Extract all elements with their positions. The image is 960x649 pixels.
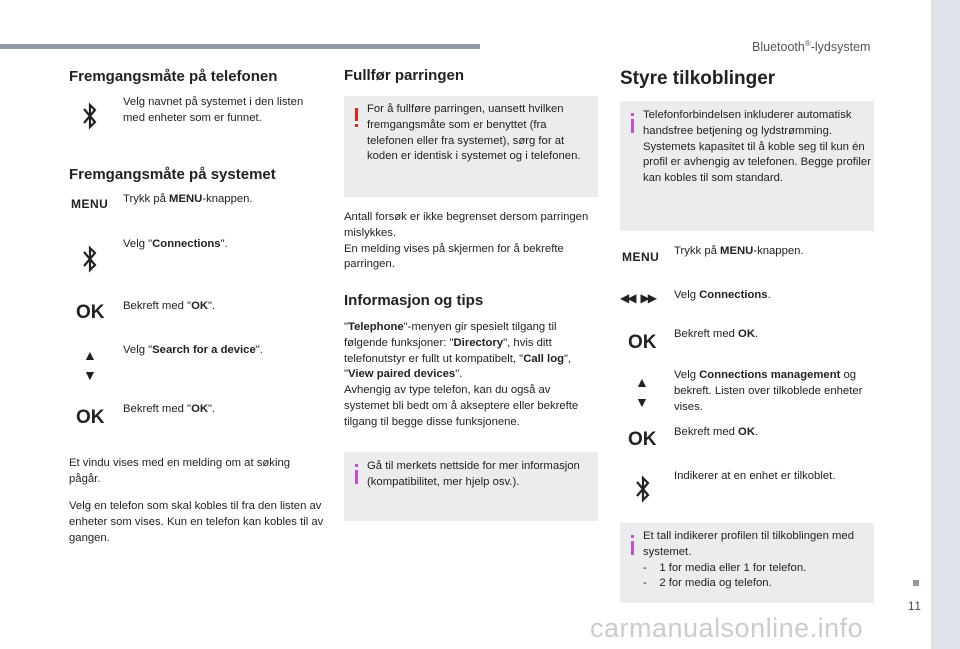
next-icon: ▶▶ <box>640 291 655 305</box>
info-icon <box>355 464 358 484</box>
up-down-icon <box>83 345 97 385</box>
page-side-strip <box>931 0 960 649</box>
ok-icon: OK <box>628 429 657 450</box>
heading-telefon: Fremgangsmåte på telefonen <box>69 68 278 85</box>
info-box-website-text: Gå til merkets nettside for mer informasjon (kompatibilitet, mer hjelp osv.). <box>367 460 580 488</box>
bluetooth-icon <box>82 101 98 131</box>
info-box-connection-text: Telefonforbindelsen inkluderer automatisk handsfree betjening og lydstrømming. Systemets kapasitet til å koble seg til kun én profil er avhengig av telefonen. Begge profiler kan kobles til som standard. <box>643 109 871 185</box>
warning-text: For å fullføre parringen, uansett hvilken fremgangsmåte som er benyttet (fra telefonen eller fra systemet), sørg for at koden er identisk i systemet og i telefonen. <box>367 103 581 163</box>
arrow-up-icon: ▲ <box>83 347 97 363</box>
menu-icon: MENU <box>71 197 109 211</box>
menu-icon: MENU <box>622 250 660 264</box>
info-icon <box>631 535 634 555</box>
prev-next-icon <box>620 291 655 305</box>
system-step-4: Velg "Search for a device". <box>123 344 263 356</box>
arrow-up-icon: ▲ <box>635 374 649 390</box>
heading-informasjon-og-tips: Informasjon og tips <box>344 292 484 309</box>
info-box-website <box>344 452 598 521</box>
telefon-step-text: Velg navnet på systemet i den listen med enheter som er funnet. <box>123 96 304 124</box>
tips-paragraph: "Telephone"-menyen gir spesielt tilgang til følgende funksjoner: "Directory", hvis ditt telefonutstyr er fullt ut kompatibelt, "Call log", "View paired devices". Avhengig av type telefon, kan du også av systemet bli bedt om å akseptere eller bekrefte tilgang til begge disse funksjonene. <box>344 321 579 428</box>
connections-step-4: Velg Connections management og bekreft. Listen over tilkoblede enheter vises. <box>674 369 863 413</box>
page-marker <box>913 580 919 586</box>
heading-fullfor-parringen: Fullfør parringen <box>344 67 464 84</box>
heading-system: Fremgangsmåte på systemet <box>69 166 276 183</box>
searching-paragraph: Et vindu vises med en melding om at søking pågår. <box>69 457 291 485</box>
select-phone-paragraph: Velg en telefon som skal kobles til fra den listen av enheter som vises. Kun en telefon kan kobles til av gangen. <box>69 500 324 544</box>
page-number: 11 <box>908 601 922 613</box>
attempts-paragraph: Antall forsøk er ikke begrenset dersom parringen mislykkes. En melding vises på skjermen for å bekrefte parringen. <box>344 211 589 271</box>
ok-icon: OK <box>628 332 657 353</box>
ok-icon: OK <box>76 302 105 323</box>
ok-icon: OK <box>76 407 105 428</box>
connections-step-5: Bekreft med OK. <box>674 426 759 438</box>
arrow-down-icon: ▼ <box>635 394 649 410</box>
connections-step-6: Indikerer at en enhet er tilkoblet. <box>674 470 836 482</box>
info-box-connection <box>620 101 874 231</box>
system-step-2: Velg "Connections". <box>123 238 228 250</box>
header-bar <box>0 44 480 49</box>
up-down-icon <box>635 372 649 412</box>
connections-step-3: Bekreft med OK. <box>674 328 759 340</box>
system-step-5: Bekreft med "OK". <box>123 403 216 415</box>
system-step-1: Trykk på MENU-knappen. <box>123 193 253 205</box>
page-header-title: Bluetooth®-lydsystem <box>752 39 871 55</box>
watermark: carmanualsonline.info <box>590 613 864 643</box>
connections-step-2: Velg Connections. <box>674 289 771 301</box>
info-box-profile-text: Et tall indikerer profilen til tilkoblingen med systemet. - 1 for media eller 1 for telefon. - 2 for media og telefon. <box>643 530 854 590</box>
bluetooth-icon <box>82 244 98 274</box>
warning-icon <box>355 108 358 128</box>
heading-styre-tilkoblinger: Styre tilkoblinger <box>620 68 776 89</box>
info-box-profile <box>620 523 874 603</box>
warning-box <box>344 96 598 197</box>
arrow-down-icon: ▼ <box>83 367 97 383</box>
info-icon <box>631 113 634 133</box>
prev-icon: ◀◀ <box>620 291 635 305</box>
connections-step-1: Trykk på MENU-knappen. <box>674 245 804 257</box>
bluetooth-icon <box>635 474 651 504</box>
system-step-3: Bekreft med "OK". <box>123 300 216 312</box>
